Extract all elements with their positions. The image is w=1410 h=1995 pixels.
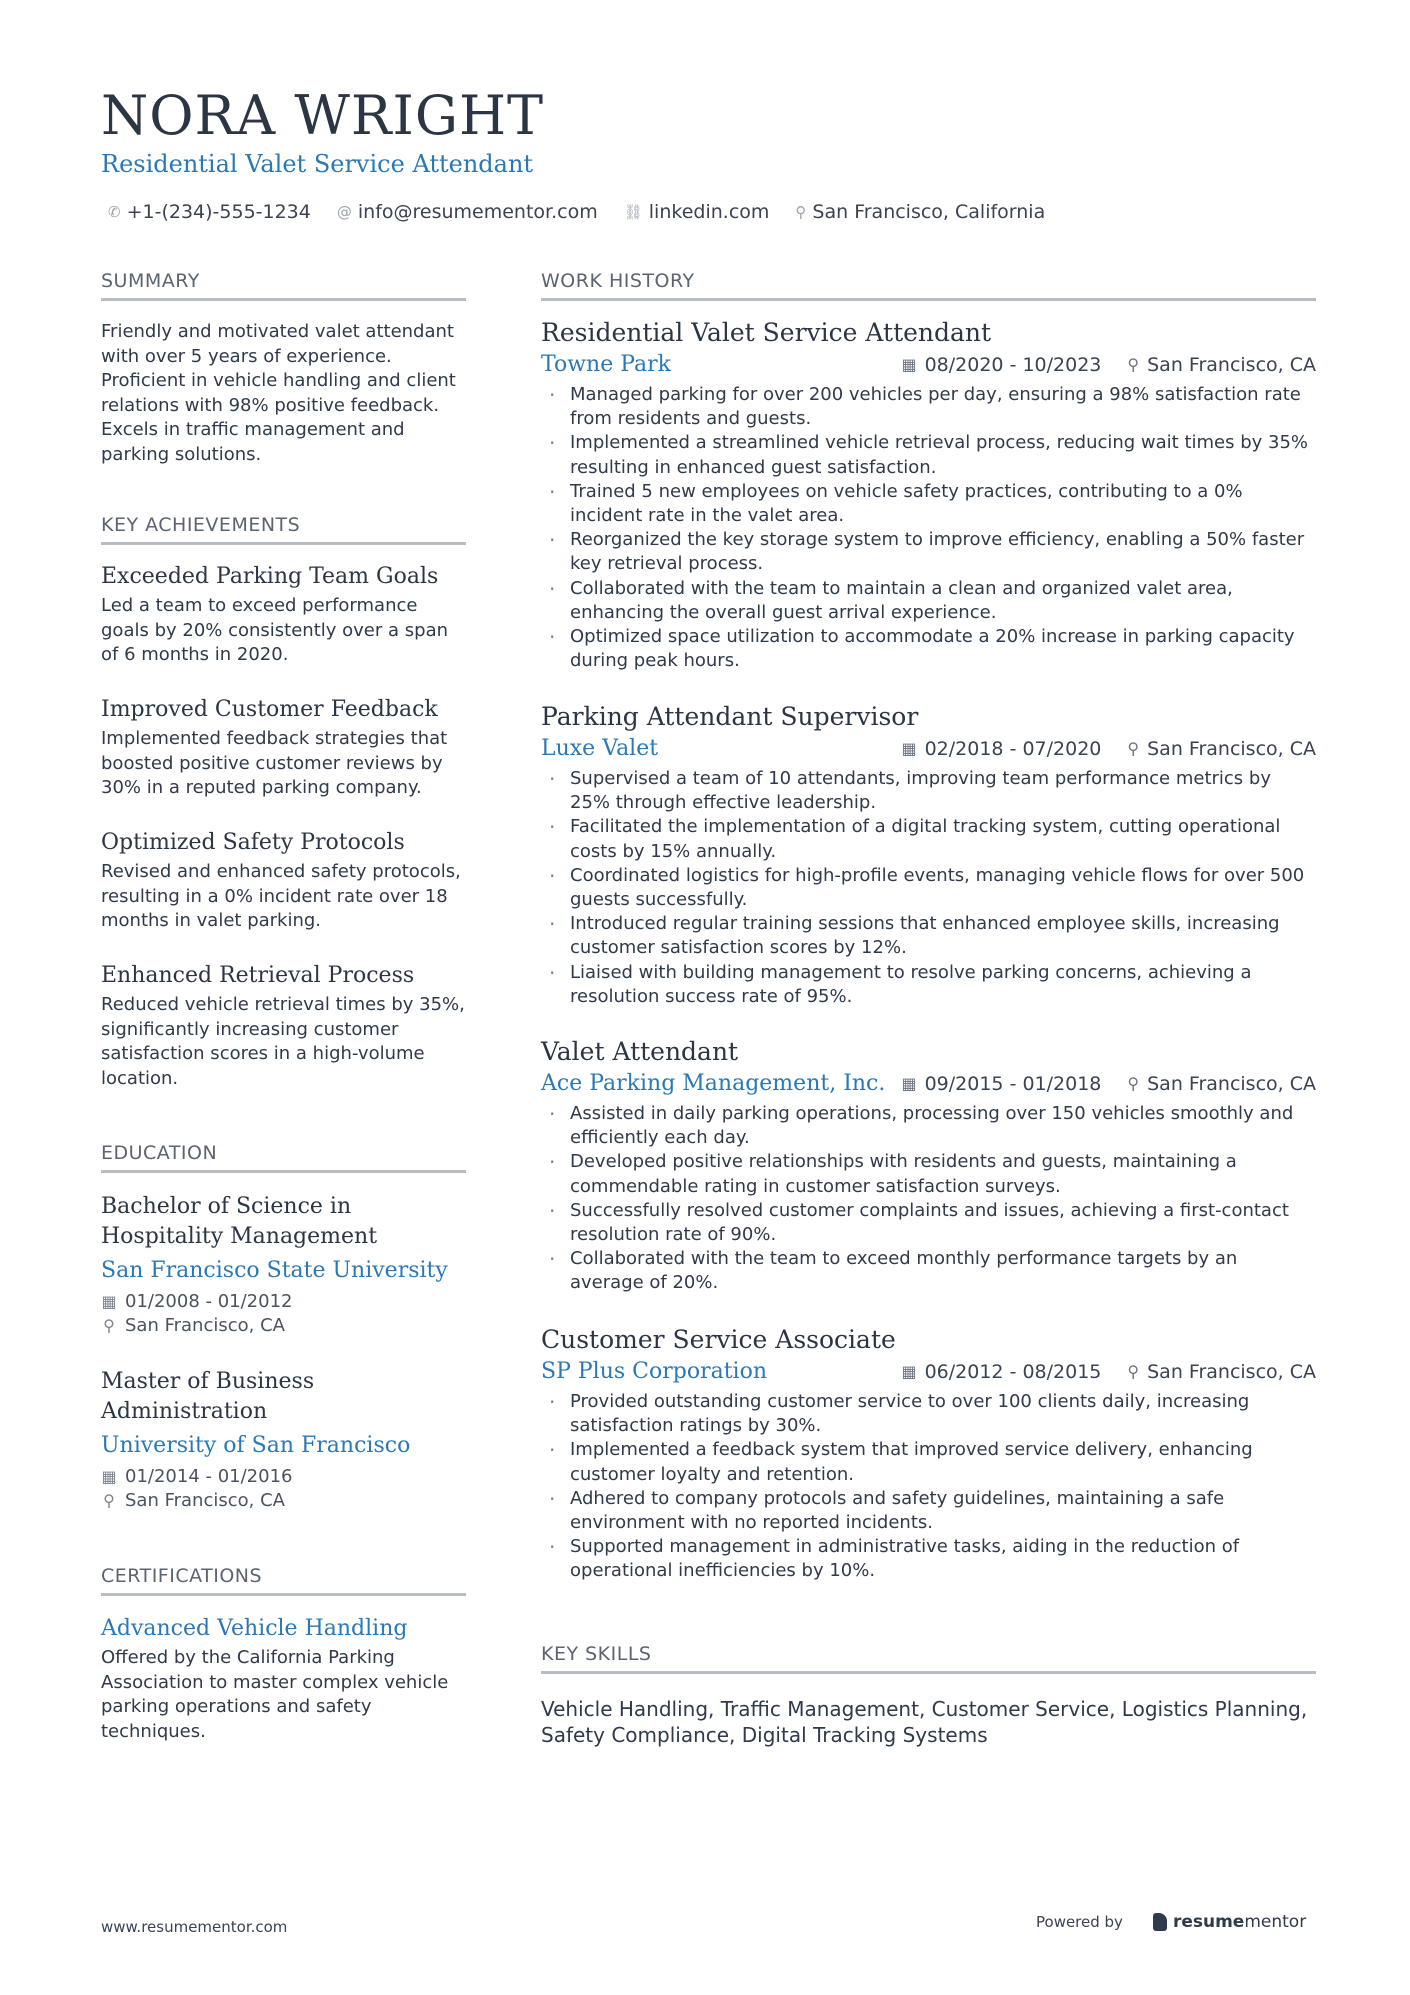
list-item: · Managed parking for over 200 vehicles per day, ensuring a 98% satisfaction rate from residents and guests. <box>541 383 1316 431</box>
job-dates: ▦ 09/2015 - 01/2018 <box>901 1072 1102 1095</box>
achievement-title: Improved Customer Feedback <box>101 697 438 722</box>
location-icon: ⚲ <box>1127 1074 1140 1093</box>
list-item: · Assisted in daily parking operations, processing over 150 vehicles smoothly and efficiently each day. <box>541 1102 1316 1150</box>
certification-item <box>101 1614 466 1744</box>
list-item: · Liaised with building management to resolve parking concerns, achieving a resolution success rate of 95%. <box>541 961 1316 1009</box>
at-icon: @ <box>336 203 352 221</box>
footer-website[interactable]: www.resumementor.com <box>101 1918 288 1936</box>
skills-text: Vehicle Handling, Traffic Management, Customer Service, Logistics Planning, Safety Compliance, Digital Tracking Systems <box>541 1697 1308 1747</box>
calendar-icon: ▦ <box>901 1074 917 1093</box>
list-item: · Provided outstanding customer service to over 100 clients daily, increasing satisfaction ratings by 30%. <box>541 1390 1316 1438</box>
education-item <box>101 1367 466 1513</box>
job-location: ⚲ San Francisco, CA <box>1127 1360 1316 1383</box>
location-icon: ⚲ <box>103 1491 115 1510</box>
job-title: Parking Attendant Supervisor <box>541 702 919 731</box>
company-name: Towne Park <box>541 352 672 377</box>
calendar-icon: ▦ <box>901 739 917 758</box>
job-dates: ▦ 08/2020 - 10/2023 <box>901 353 1102 376</box>
contact-linkedin[interactable]: ⛓ linkedin.com <box>623 201 770 223</box>
location-icon: ⚲ <box>1127 355 1140 374</box>
location-icon: ⚲ <box>1127 739 1140 758</box>
calendar-icon: ▦ <box>901 355 917 374</box>
job-location: ⚲ San Francisco, CA <box>1127 353 1316 376</box>
job-entry <box>541 1035 1316 1296</box>
achievements-heading: KEY ACHIEVEMENTS <box>101 514 466 545</box>
job-location: ⚲ San Francisco, CA <box>1127 737 1316 760</box>
achievement-text: Implemented feedback strategies that boosted positive customer reviews by 30% in a reputed parking company. <box>101 728 448 798</box>
achievement-item <box>101 828 466 934</box>
achievement-title: Exceeded Parking Team Goals <box>101 564 439 589</box>
calendar-icon: ▦ <box>101 1292 117 1311</box>
list-item: · Optimized space utilization to accommodate a 20% increase in parking capacity during peak hours. <box>541 625 1316 673</box>
achievement-text: Revised and enhanced safety protocols, resulting in a 0% incident rate over 18 months in valet parking. <box>101 861 461 931</box>
school-name: San Francisco State University <box>101 1258 448 1283</box>
list-item: · Developed positive relationships with residents and guests, maintaining a commendable rating in customer satisfaction surveys. <box>541 1150 1316 1198</box>
education-item <box>101 1192 466 1338</box>
job-location: ⚲ San Francisco, CA <box>1127 1072 1316 1095</box>
job-dates: ▦ 02/2018 - 07/2020 <box>901 737 1102 760</box>
job-dates: ▦ 06/2012 - 08/2015 <box>901 1360 1102 1383</box>
job-bullets <box>541 767 1316 1009</box>
summary-text: Friendly and motivated valet attendant with over 5 years of experience. Proficient in vehicle handling and client relations with 98% positive feedback. Excels in traffic management and parking solutions. <box>101 321 456 465</box>
education-heading: EDUCATION <box>101 1142 466 1173</box>
education-dates: ▦ 01/2014 - 01/2016 <box>101 1466 293 1487</box>
brand-logo[interactable]: resume mentor <box>1153 1912 1306 1932</box>
contact-email[interactable]: @ info@resumementor.com <box>336 201 598 223</box>
company-name: Ace Parking Management, Inc. <box>541 1071 886 1096</box>
job-title: Valet Attendant <box>541 1037 739 1066</box>
school-name: University of San Francisco <box>101 1433 411 1458</box>
phone-icon: ✆ <box>108 203 121 221</box>
job-bullets <box>541 1390 1316 1584</box>
list-item: · Implemented a feedback system that improved service delivery, enhancing customer loyalty and retention. <box>541 1438 1316 1486</box>
skills-section <box>541 1696 1316 1748</box>
job-entry <box>541 700 1316 1009</box>
education-location: ⚲ San Francisco, CA <box>101 1314 466 1338</box>
job-title: Customer Service Associate <box>541 1325 896 1354</box>
certifications-heading: CERTIFICATIONS <box>101 1565 466 1596</box>
degree-title: Bachelor of Science in Hospitality Management <box>101 1194 378 1249</box>
list-item: · Introduced regular training sessions that enhanced employee skills, increasing customer satisfaction scores by 12%. <box>541 912 1316 960</box>
calendar-icon: ▦ <box>101 1467 117 1486</box>
contact-phone[interactable]: ✆ +1-(234)-555-1234 <box>108 201 311 223</box>
list-item: · Coordinated logistics for high-profile events, managing vehicle flows for over 500 guests successfully. <box>541 864 1316 912</box>
list-item: · Facilitated the implementation of a digital tracking system, cutting operational costs by 15% annually. <box>541 815 1316 863</box>
achievement-item <box>101 562 466 668</box>
achievement-text: Reduced vehicle retrieval times by 35%, significantly increasing customer satisfaction scores in a high-volume location. <box>101 994 465 1089</box>
job-entry <box>541 1323 1316 1584</box>
summary-section <box>101 320 466 467</box>
list-item: · Supported management in administrative tasks, aiding in the reduction of operational inefficiencies by 10%. <box>541 1535 1316 1583</box>
achievement-text: Led a team to exceed performance goals by 20% consistently over a span of 6 months in 2020. <box>101 595 449 665</box>
link-icon: ⛓ <box>623 203 643 221</box>
job-title: Residential Valet Service Attendant <box>541 318 992 347</box>
achievement-title: Optimized Safety Protocols <box>101 830 405 855</box>
list-item: · Collaborated with the team to maintain a clean and organized valet area, enhancing the overall guest arrival experience. <box>541 577 1316 625</box>
contact-location: ⚲ San Francisco, California <box>795 201 1046 223</box>
location-icon: ⚲ <box>103 1316 115 1335</box>
certification-title: Advanced Vehicle Handling <box>101 1616 408 1641</box>
job-bullets <box>541 383 1316 673</box>
list-item: · Reorganized the key storage system to improve efficiency, enabling a 50% faster key retrieval process. <box>541 528 1316 576</box>
degree-title: Master of Business Administration <box>101 1369 315 1424</box>
certification-text: Offered by the California Parking Association to master complex vehicle parking operations and safety techniques. <box>101 1647 449 1742</box>
candidate-name: NORA WRIGHT <box>101 84 545 147</box>
education-location: ⚲ San Francisco, CA <box>101 1489 466 1513</box>
summary-heading: SUMMARY <box>101 270 466 301</box>
list-item: · Supervised a team of 10 attendants, improving team performance metrics by 25% through effective leadership. <box>541 767 1316 815</box>
list-item: · Implemented a streamlined vehicle retrieval process, reducing wait times by 35% resulting in enhanced guest satisfaction. <box>541 431 1316 479</box>
work-history-heading: WORK HISTORY <box>541 270 1316 301</box>
company-name: Luxe Valet <box>541 736 659 761</box>
footer-branding <box>1036 1912 1306 1932</box>
location-icon: ⚲ <box>795 203 807 221</box>
list-item: · Adhered to company protocols and safety guidelines, maintaining a safe environment with no reported incidents. <box>541 1487 1316 1535</box>
brand-mark-icon <box>1153 1913 1167 1931</box>
powered-by-label: Powered by <box>1036 1913 1123 1931</box>
company-name: SP Plus Corporation <box>541 1359 768 1384</box>
list-item: · Trained 5 new employees on vehicle safety practices, contributing to a 0% incident rate in the valet area. <box>541 480 1316 528</box>
candidate-title: Residential Valet Service Attendant <box>101 150 534 178</box>
education-dates: ▦ 01/2008 - 01/2012 <box>101 1291 293 1312</box>
job-bullets <box>541 1102 1316 1296</box>
list-item: · Successfully resolved customer complaints and issues, achieving a first-contact resolution rate of 90%. <box>541 1199 1316 1247</box>
achievement-title: Enhanced Retrieval Process <box>101 963 415 988</box>
skills-heading: KEY SKILLS <box>541 1643 1316 1674</box>
job-entry <box>541 316 1316 673</box>
achievement-item <box>101 695 466 801</box>
achievement-item <box>101 961 466 1091</box>
calendar-icon: ▦ <box>901 1362 917 1381</box>
list-item: · Collaborated with the team to exceed monthly performance targets by an average of 20%. <box>541 1247 1316 1295</box>
contact-bar <box>108 201 1045 223</box>
location-icon: ⚲ <box>1127 1362 1140 1381</box>
